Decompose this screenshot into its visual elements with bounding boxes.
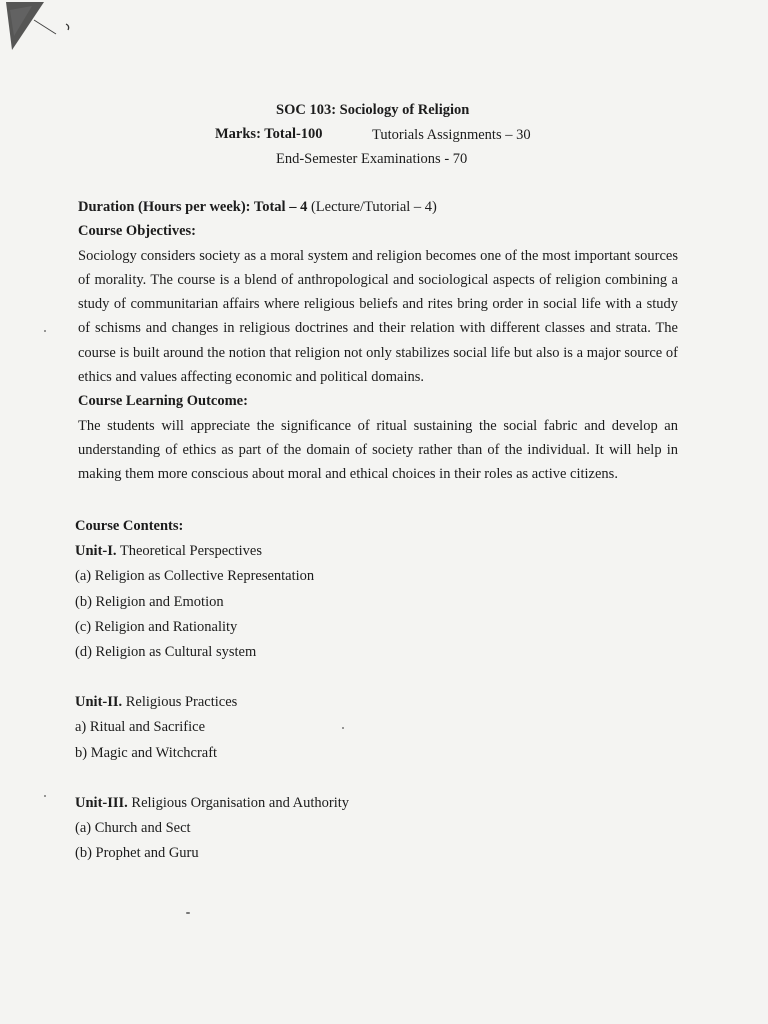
unit-heading	[75, 539, 349, 564]
unit-heading	[75, 690, 349, 715]
exam-marks: End-Semester Examinations - 70	[276, 151, 468, 167]
contents-heading: Course Contents:	[75, 518, 184, 534]
course-title: SOC 103: Sociology of Religion	[276, 102, 470, 118]
unit-3	[75, 791, 349, 867]
unit-title: Theoretical Perspectives	[116, 543, 262, 560]
unit-1	[75, 539, 349, 665]
staple-mark-icon	[4, 0, 74, 60]
course-details	[78, 195, 678, 487]
list-item: (b) Prophet and Guru	[75, 845, 199, 862]
list-item: b) Magic and Witchcraft	[75, 744, 218, 761]
duration-label: Duration (Hours per week): Total – 4	[78, 199, 308, 215]
scan-speck	[44, 330, 46, 332]
objectives-text: Sociology considers society as a moral system and religion becomes one of the most important sources of morality. The course is a blend of anthropological and sociological aspects of religion combining a study of communitarian affairs where religious beliefs and rites bring order in social life with a study of schisms and changes in religious doctrines and their relation with different classes and strata. The course is built around the notion that religion not only stabilizes social life but also is a major source of ethics and values affecting economic and political domains.	[78, 247, 678, 386]
unit-label: Unit-I.	[75, 543, 117, 560]
list-item: (a) Religion as Collective Representation	[75, 568, 315, 585]
unit-label: Unit-II.	[75, 694, 123, 711]
marks-total: Marks: Total-100	[215, 126, 323, 142]
list-item: (b) Religion and Emotion	[75, 593, 224, 610]
objectives-heading: Course Objectives:	[78, 223, 196, 240]
unit-title: Religious Organisation and Authority	[127, 794, 350, 811]
outcome-text: The students will appreciate the significance of ritual sustaining the social fabric and develop an understanding of ethics as part of the domain of society rather than of the individual. It will help in making them more conscious about moral and ethical choices in their roles as active citizens.	[78, 417, 678, 483]
course-contents	[75, 514, 349, 866]
list-item: a) Ritual and Sacrifice	[75, 719, 206, 736]
list-item: (a) Church and Sect	[75, 820, 191, 837]
outcome-heading: Course Learning Outcome:	[78, 393, 248, 410]
scan-speck	[44, 795, 46, 797]
list-item: (d) Religion as Cultural system	[75, 644, 257, 661]
unit-heading	[75, 791, 349, 816]
unit-2	[75, 690, 349, 766]
duration-line	[78, 195, 678, 219]
duration-detail: (Lecture/Tutorial – 4)	[307, 199, 437, 215]
unit-label: Unit-III.	[75, 794, 128, 811]
scan-speck	[342, 727, 344, 729]
scan-speck	[186, 912, 190, 914]
tutorial-marks: Tutorials Assignments – 30	[372, 127, 531, 143]
list-item: (c) Religion and Rationality	[75, 618, 238, 635]
unit-title: Religious Practices	[122, 694, 238, 711]
